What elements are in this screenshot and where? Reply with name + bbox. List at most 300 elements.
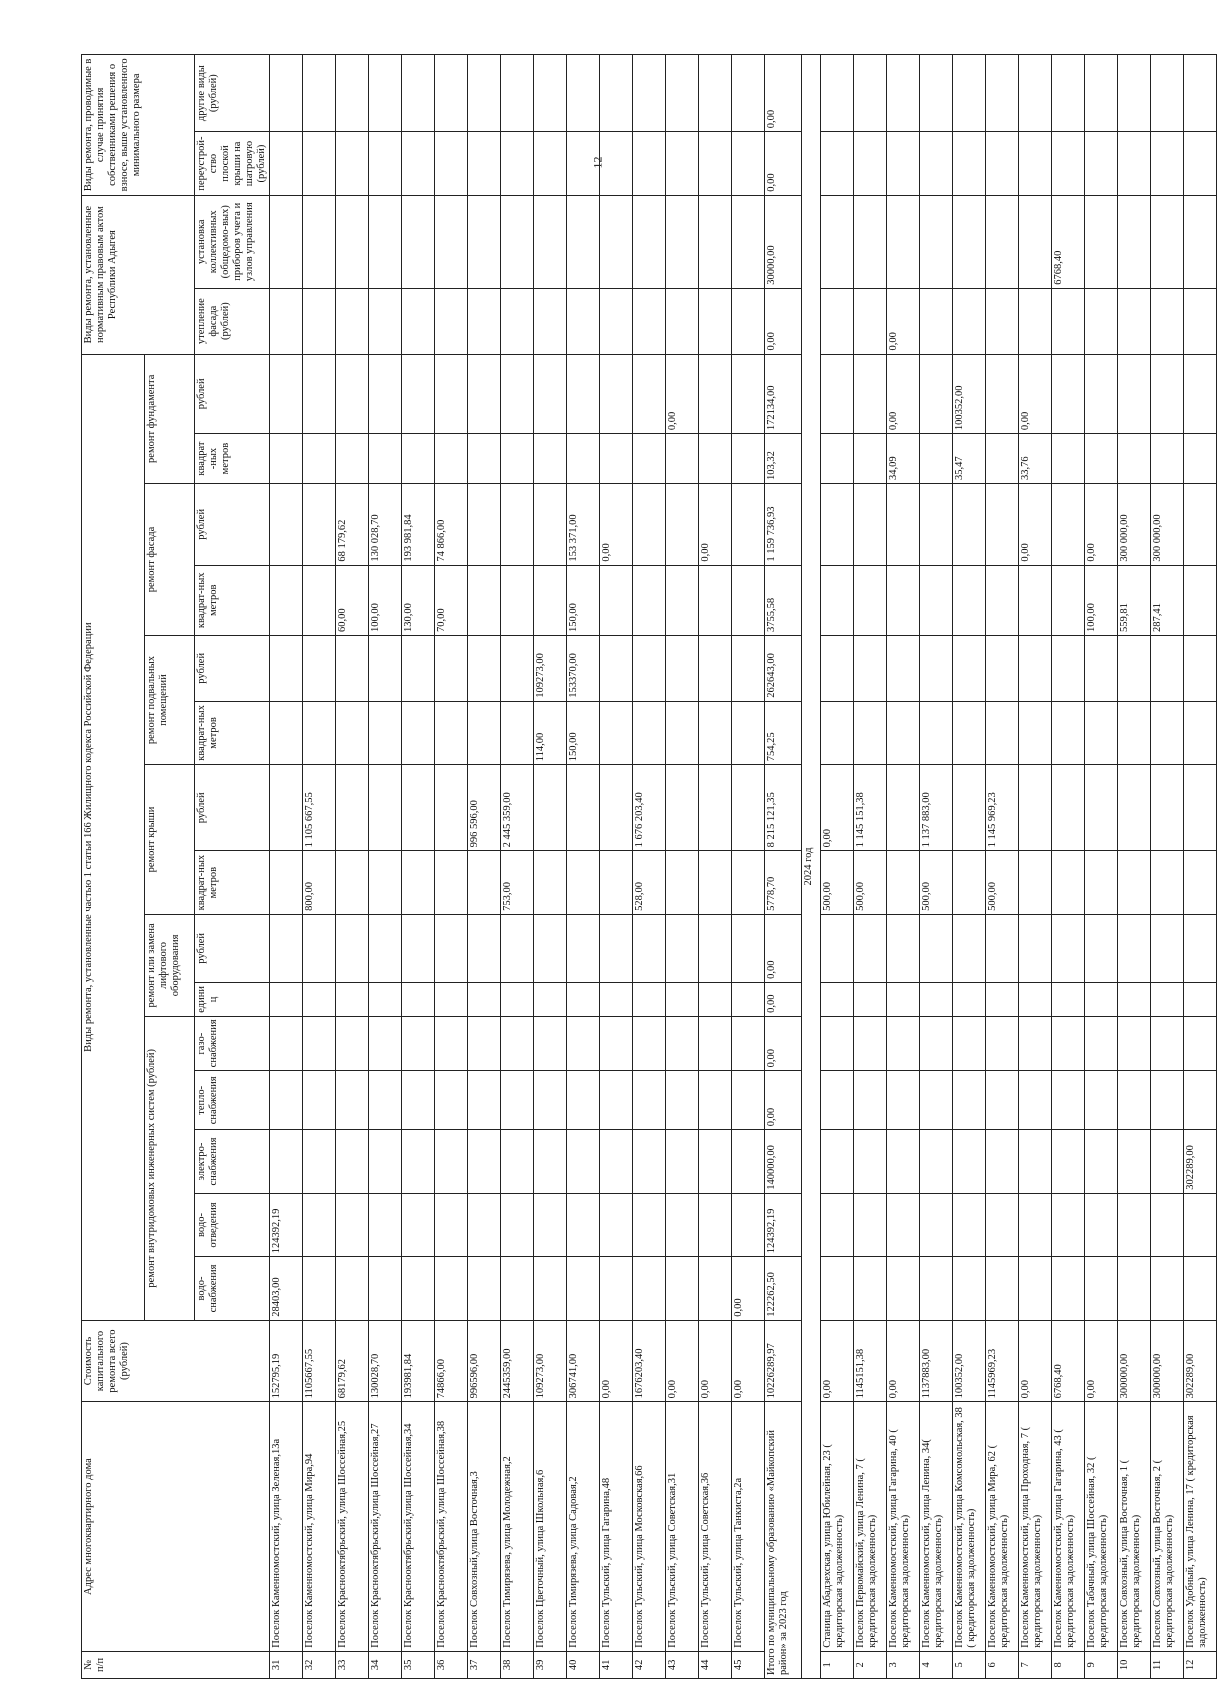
cell-drain — [468, 1193, 501, 1256]
cell-base-m — [666, 701, 699, 764]
cell-no: 35 — [402, 1651, 435, 1678]
cell-no: 32 — [303, 1651, 336, 1678]
table-row — [1184, 55, 1217, 1679]
cell-heat — [567, 1071, 600, 1130]
cell-heat — [887, 1071, 920, 1130]
cell-meters — [1151, 195, 1184, 288]
cell-meters — [468, 195, 501, 288]
cell-no: 39 — [534, 1651, 567, 1678]
cell-fac-m — [920, 565, 953, 635]
cell-found-m — [600, 434, 633, 484]
cell-other — [1019, 55, 1052, 132]
cell-no: 3 — [887, 1651, 920, 1678]
cell-roof-m — [534, 851, 567, 914]
cell-addr: Поселок Каменномостский, улица Гагарина, 43 ( кредиторская задолженность) — [1052, 1402, 1085, 1651]
cell-other — [699, 55, 732, 132]
cell-base-m — [435, 701, 468, 764]
cell-found-r — [270, 354, 303, 434]
cell-gas — [1118, 1016, 1151, 1070]
cell-roof-r: 1 145 151,38 — [854, 765, 887, 851]
cell-lift-u — [854, 982, 887, 1016]
cell-base-r — [501, 635, 534, 701]
table-row — [369, 55, 402, 1679]
cell-water — [666, 1257, 699, 1320]
cell-base-r — [600, 635, 633, 701]
cell-total: 300000,00 — [1151, 1320, 1184, 1402]
cell-lift-u — [1052, 982, 1085, 1016]
cell-roof-r — [435, 765, 468, 851]
cell-base-m — [369, 701, 402, 764]
total-cell: 1 159 736,93 — [765, 484, 802, 566]
cell-gas — [303, 1016, 336, 1070]
table-row — [887, 55, 920, 1679]
table-row — [854, 55, 887, 1679]
cell-water: 28403,00 — [270, 1257, 303, 1320]
cell-no: 34 — [369, 1651, 402, 1678]
cell-insul — [1118, 288, 1151, 354]
cell-heat — [270, 1071, 303, 1130]
cell-found-m — [435, 434, 468, 484]
cell-found-r: 0,00 — [1019, 354, 1052, 434]
cell-fac-r — [887, 484, 920, 566]
cell-roof-r — [732, 765, 765, 851]
sub-fac-m-header: квадрат-ных метров — [195, 565, 270, 635]
cell-flat — [336, 132, 369, 195]
cell-electric — [402, 1130, 435, 1193]
cell-heat — [1019, 1071, 1052, 1130]
cell-gas — [920, 1016, 953, 1070]
cell-roof-r — [1151, 765, 1184, 851]
cell-heat — [986, 1071, 1019, 1130]
cell-meters — [732, 195, 765, 288]
year-2024-caption: 2024 год — [802, 55, 821, 1679]
cell-no: 9 — [1085, 1651, 1118, 1678]
cell-found-m — [633, 434, 666, 484]
cell-base-m — [600, 701, 633, 764]
cell-heat — [699, 1071, 732, 1130]
cell-meters — [1085, 195, 1118, 288]
cell-roof-r — [699, 765, 732, 851]
cell-flat — [821, 132, 854, 195]
cell-lift-u — [920, 982, 953, 1016]
cell-electric — [920, 1130, 953, 1193]
cell-insul — [534, 288, 567, 354]
cell-total: 1145151,38 — [854, 1320, 887, 1402]
cell-total: 0,00 — [699, 1320, 732, 1402]
cell-insul — [699, 288, 732, 354]
cell-lift-r — [468, 914, 501, 982]
total-cell: 0,00 — [765, 982, 802, 1016]
cell-other — [821, 55, 854, 132]
cell-no: 6 — [986, 1651, 1019, 1678]
cell-gas — [887, 1016, 920, 1070]
cell-base-r — [953, 635, 986, 701]
cell-electric — [1118, 1130, 1151, 1193]
cell-roof-r — [1184, 765, 1217, 851]
cell-base-m — [468, 701, 501, 764]
cell-no: 40 — [567, 1651, 600, 1678]
cell-lift-u — [986, 982, 1019, 1016]
cell-roof-m: 528,00 — [633, 851, 666, 914]
cell-insul — [821, 288, 854, 354]
cell-flat — [468, 132, 501, 195]
cell-found-r — [1184, 354, 1217, 434]
cell-insul — [1085, 288, 1118, 354]
cell-water — [1052, 1257, 1085, 1320]
cell-addr: Поселок Каменномостский, улица Гагарина, 40 ( кредиторская задолженность) — [887, 1402, 920, 1651]
cell-base-r — [1019, 635, 1052, 701]
sub-base-rub-header: рублей — [195, 635, 270, 701]
cell-flat — [501, 132, 534, 195]
cell-meters — [821, 195, 854, 288]
cell-roof-m — [1085, 851, 1118, 914]
cell-drain — [1052, 1193, 1085, 1256]
table-row — [1151, 55, 1184, 1679]
cell-found-m — [699, 434, 732, 484]
table-row — [534, 55, 567, 1679]
sub-electric-header: электро-снабжения — [195, 1130, 270, 1193]
cell-meters — [887, 195, 920, 288]
cell-other — [1151, 55, 1184, 132]
cell-gas — [1052, 1016, 1085, 1070]
cell-fac-r — [953, 484, 986, 566]
cell-roof-m — [1184, 851, 1217, 914]
cell-total: 0,00 — [1085, 1320, 1118, 1402]
cell-fac-m — [732, 565, 765, 635]
cell-flat — [1184, 132, 1217, 195]
total-cell: 754,25 — [765, 701, 802, 764]
cell-roof-m — [1019, 851, 1052, 914]
table-row — [1052, 55, 1085, 1679]
cell-drain — [402, 1193, 435, 1256]
cell-heat — [732, 1071, 765, 1130]
cell-found-m — [1184, 434, 1217, 484]
cell-insul — [1019, 288, 1052, 354]
cell-heat — [920, 1071, 953, 1130]
cell-addr: Поселок Удобный, улица Ленина, 17 ( кредиторская задолженность) — [1184, 1402, 1217, 1651]
cell-drain — [600, 1193, 633, 1256]
cell-addr: Поселок Тульский, улица Московская,66 — [633, 1402, 666, 1651]
cell-lift-r — [666, 914, 699, 982]
cell-found-m — [534, 434, 567, 484]
cell-meters — [435, 195, 468, 288]
cell-found-r — [1151, 354, 1184, 434]
cell-fac-m — [1019, 565, 1052, 635]
cell-base-m — [1184, 701, 1217, 764]
sub-water-header: водо-снабжения — [195, 1257, 270, 1320]
cell-roof-m — [699, 851, 732, 914]
cell-electric — [600, 1130, 633, 1193]
cell-roof-r — [1118, 765, 1151, 851]
cell-total: 1137883,00 — [920, 1320, 953, 1402]
cell-other — [986, 55, 1019, 132]
cell-base-m — [986, 701, 1019, 764]
cell-fac-r: 0,00 — [600, 484, 633, 566]
cell-found-m — [1085, 434, 1118, 484]
cell-other — [1118, 55, 1151, 132]
cell-no: 4 — [920, 1651, 953, 1678]
cell-base-m — [1151, 701, 1184, 764]
cell-insul — [732, 288, 765, 354]
group-internal-header: ремонт внутридомовых инженерных систем (рублей) — [145, 1016, 195, 1320]
cell-base-m — [953, 701, 986, 764]
cell-roof-r — [953, 765, 986, 851]
cell-base-r — [468, 635, 501, 701]
cell-lift-u — [402, 982, 435, 1016]
cell-gas — [953, 1016, 986, 1070]
cell-lift-u — [1118, 982, 1151, 1016]
cell-meters — [699, 195, 732, 288]
cell-meters — [633, 195, 666, 288]
cell-electric — [854, 1130, 887, 1193]
cell-other — [369, 55, 402, 132]
cell-electric — [633, 1130, 666, 1193]
group-facade-header: ремонт фасада — [145, 484, 195, 636]
cell-lift-u — [435, 982, 468, 1016]
table-row — [986, 55, 1019, 1679]
cell-lift-u — [270, 982, 303, 1016]
cell-base-r: 109273,00 — [534, 635, 567, 701]
cell-total: 152795,19 — [270, 1320, 303, 1402]
cell-roof-m — [270, 851, 303, 914]
cell-found-m — [303, 434, 336, 484]
cell-gas — [986, 1016, 1019, 1070]
cell-found-r — [1118, 354, 1151, 434]
cell-addr: Поселок Каменномостский, улица Комсомольская, 38 ( кредиторская задолженность) — [953, 1402, 986, 1651]
cell-flat — [953, 132, 986, 195]
cell-base-m — [699, 701, 732, 764]
cell-roof-m — [1151, 851, 1184, 914]
cell-lift-r — [920, 914, 953, 982]
cell-roof-r — [666, 765, 699, 851]
cell-water — [369, 1257, 402, 1320]
cell-heat — [821, 1071, 854, 1130]
cell-lift-u — [600, 982, 633, 1016]
cell-water — [600, 1257, 633, 1320]
cell-water — [1184, 1257, 1217, 1320]
table-row — [402, 55, 435, 1679]
cell-found-m — [666, 434, 699, 484]
cell-total: 0,00 — [1019, 1320, 1052, 1402]
cell-other — [1052, 55, 1085, 132]
cell-total: 1105667,55 — [303, 1320, 336, 1402]
cell-flat — [920, 132, 953, 195]
sub-lift-rub-header: рублей — [195, 914, 270, 982]
group-foundation-header: ремонт фундамента — [145, 354, 195, 484]
cell-drain — [534, 1193, 567, 1256]
cell-other — [854, 55, 887, 132]
cell-electric — [534, 1130, 567, 1193]
cell-meters — [854, 195, 887, 288]
cell-roof-r — [369, 765, 402, 851]
cell-flat — [303, 132, 336, 195]
cell-water — [1118, 1257, 1151, 1320]
cell-fac-m: 70,00 — [435, 565, 468, 635]
cell-roof-m — [567, 851, 600, 914]
cell-gas — [270, 1016, 303, 1070]
cell-lift-r — [336, 914, 369, 982]
cell-fac-r — [633, 484, 666, 566]
cell-meters — [534, 195, 567, 288]
cell-meters — [270, 195, 303, 288]
cell-addr: Поселок Тульский, улица Танкиста,2а — [732, 1402, 765, 1651]
cell-gas — [854, 1016, 887, 1070]
cell-heat — [336, 1071, 369, 1130]
cell-lift-r — [699, 914, 732, 982]
cell-flat — [699, 132, 732, 195]
cell-heat — [1151, 1071, 1184, 1130]
table-row — [600, 55, 633, 1679]
cell-electric — [501, 1130, 534, 1193]
cell-flat — [986, 132, 1019, 195]
cell-total: 2445359,00 — [501, 1320, 534, 1402]
cell-heat — [468, 1071, 501, 1130]
cell-lift-r — [953, 914, 986, 982]
cell-base-m — [1019, 701, 1052, 764]
table-row — [953, 55, 986, 1679]
cell-addr: Поселок Каменномостский, улица Зеленая,13а — [270, 1402, 303, 1651]
cell-fac-m — [303, 565, 336, 635]
cell-no: 42 — [633, 1651, 666, 1678]
cell-electric — [1052, 1130, 1085, 1193]
cell-fac-r: 300 000,00 — [1118, 484, 1151, 566]
cell-water — [821, 1257, 854, 1320]
total-cell: 124392,19 — [765, 1193, 802, 1256]
cell-heat — [1085, 1071, 1118, 1130]
rows-2024 — [821, 55, 1217, 1679]
cell-addr: Поселок Тульский, улица Советская,36 — [699, 1402, 732, 1651]
cell-electric — [953, 1130, 986, 1193]
cell-base-m — [501, 701, 534, 764]
cell-insul — [854, 288, 887, 354]
cell-fac-m — [468, 565, 501, 635]
cell-addr: Поселок Краснооктябрьский,улица Шоссейная,27 — [369, 1402, 402, 1651]
cell-lift-r — [986, 914, 1019, 982]
cell-fac-m — [986, 565, 1019, 635]
cell-lift-u — [567, 982, 600, 1016]
cell-electric — [435, 1130, 468, 1193]
cell-roof-r — [1019, 765, 1052, 851]
cell-flat — [732, 132, 765, 195]
cell-lift-r — [633, 914, 666, 982]
cell-fac-r — [666, 484, 699, 566]
cell-fac-m — [666, 565, 699, 635]
cell-gas — [336, 1016, 369, 1070]
cell-gas — [732, 1016, 765, 1070]
cell-other — [336, 55, 369, 132]
cell-water — [633, 1257, 666, 1320]
cell-heat — [600, 1071, 633, 1130]
cell-lift-r — [1052, 914, 1085, 982]
cell-water — [887, 1257, 920, 1320]
cell-base-r — [1052, 635, 1085, 701]
cell-gas — [1151, 1016, 1184, 1070]
cell-base-m — [336, 701, 369, 764]
cell-lift-r — [270, 914, 303, 982]
cell-fac-m — [501, 565, 534, 635]
cell-fac-m — [887, 565, 920, 635]
cell-fac-m — [1184, 565, 1217, 635]
cell-fac-m: 130,00 — [402, 565, 435, 635]
cell-found-r — [1052, 354, 1085, 434]
cell-water — [986, 1257, 1019, 1320]
cell-roof-m — [732, 851, 765, 914]
cell-base-r — [336, 635, 369, 701]
cell-heat — [1118, 1071, 1151, 1130]
cell-lift-u — [699, 982, 732, 1016]
sub-drain-header: водо-отведения — [195, 1193, 270, 1256]
cell-fac-r: 74 866,00 — [435, 484, 468, 566]
cell-base-m — [402, 701, 435, 764]
cell-found-m — [821, 434, 854, 484]
cell-roof-r — [887, 765, 920, 851]
cell-lift-u — [732, 982, 765, 1016]
cell-no: 12 — [1184, 1651, 1217, 1678]
cell-base-m — [270, 701, 303, 764]
cell-heat — [369, 1071, 402, 1130]
cell-total: 1145969,23 — [986, 1320, 1019, 1402]
cell-base-m — [1085, 701, 1118, 764]
cell-lift-u — [633, 982, 666, 1016]
cell-gas — [1085, 1016, 1118, 1070]
cell-electric — [1019, 1130, 1052, 1193]
cell-other — [402, 55, 435, 132]
cell-drain — [336, 1193, 369, 1256]
cell-water — [953, 1257, 986, 1320]
cell-found-m — [402, 434, 435, 484]
cell-base-r — [402, 635, 435, 701]
table-row — [920, 55, 953, 1679]
cell-other — [303, 55, 336, 132]
cell-insul — [567, 288, 600, 354]
cell-flat — [633, 132, 666, 195]
cell-other — [887, 55, 920, 132]
cell-total: 130028,70 — [369, 1320, 402, 1402]
cell-no: 45 — [732, 1651, 765, 1678]
cell-total: 74866,00 — [435, 1320, 468, 1402]
cell-water — [567, 1257, 600, 1320]
cell-lift-r — [1184, 914, 1217, 982]
cell-lift-r — [534, 914, 567, 982]
cell-insul — [1052, 288, 1085, 354]
cell-fac-m — [953, 565, 986, 635]
cell-roof-r: 996 596,00 — [468, 765, 501, 851]
cell-lift-r — [854, 914, 887, 982]
cell-meters — [402, 195, 435, 288]
cell-found-r — [567, 354, 600, 434]
cell-base-m — [1052, 701, 1085, 764]
cell-meters — [1184, 195, 1217, 288]
cell-lift-r — [600, 914, 633, 982]
cell-total: 302289,00 — [1184, 1320, 1217, 1402]
cell-heat — [534, 1071, 567, 1130]
total-label: Итого по муниципальному образованию «Майкопский район» за 2023 год — [765, 1402, 802, 1679]
cell-heat — [1184, 1071, 1217, 1130]
cell-other — [666, 55, 699, 132]
sub-found-rub-header: рублей — [195, 354, 270, 434]
cell-fac-r — [732, 484, 765, 566]
sub-other-header: другие виды (рублей) — [195, 55, 270, 132]
cell-heat — [402, 1071, 435, 1130]
cell-no: 1 — [821, 1651, 854, 1678]
cell-found-m — [468, 434, 501, 484]
cell-electric — [336, 1130, 369, 1193]
cell-no: 31 — [270, 1651, 303, 1678]
total-cell: 172134,00 — [765, 354, 802, 434]
cell-electric — [887, 1130, 920, 1193]
cell-flat — [402, 132, 435, 195]
cell-found-r — [369, 354, 402, 434]
